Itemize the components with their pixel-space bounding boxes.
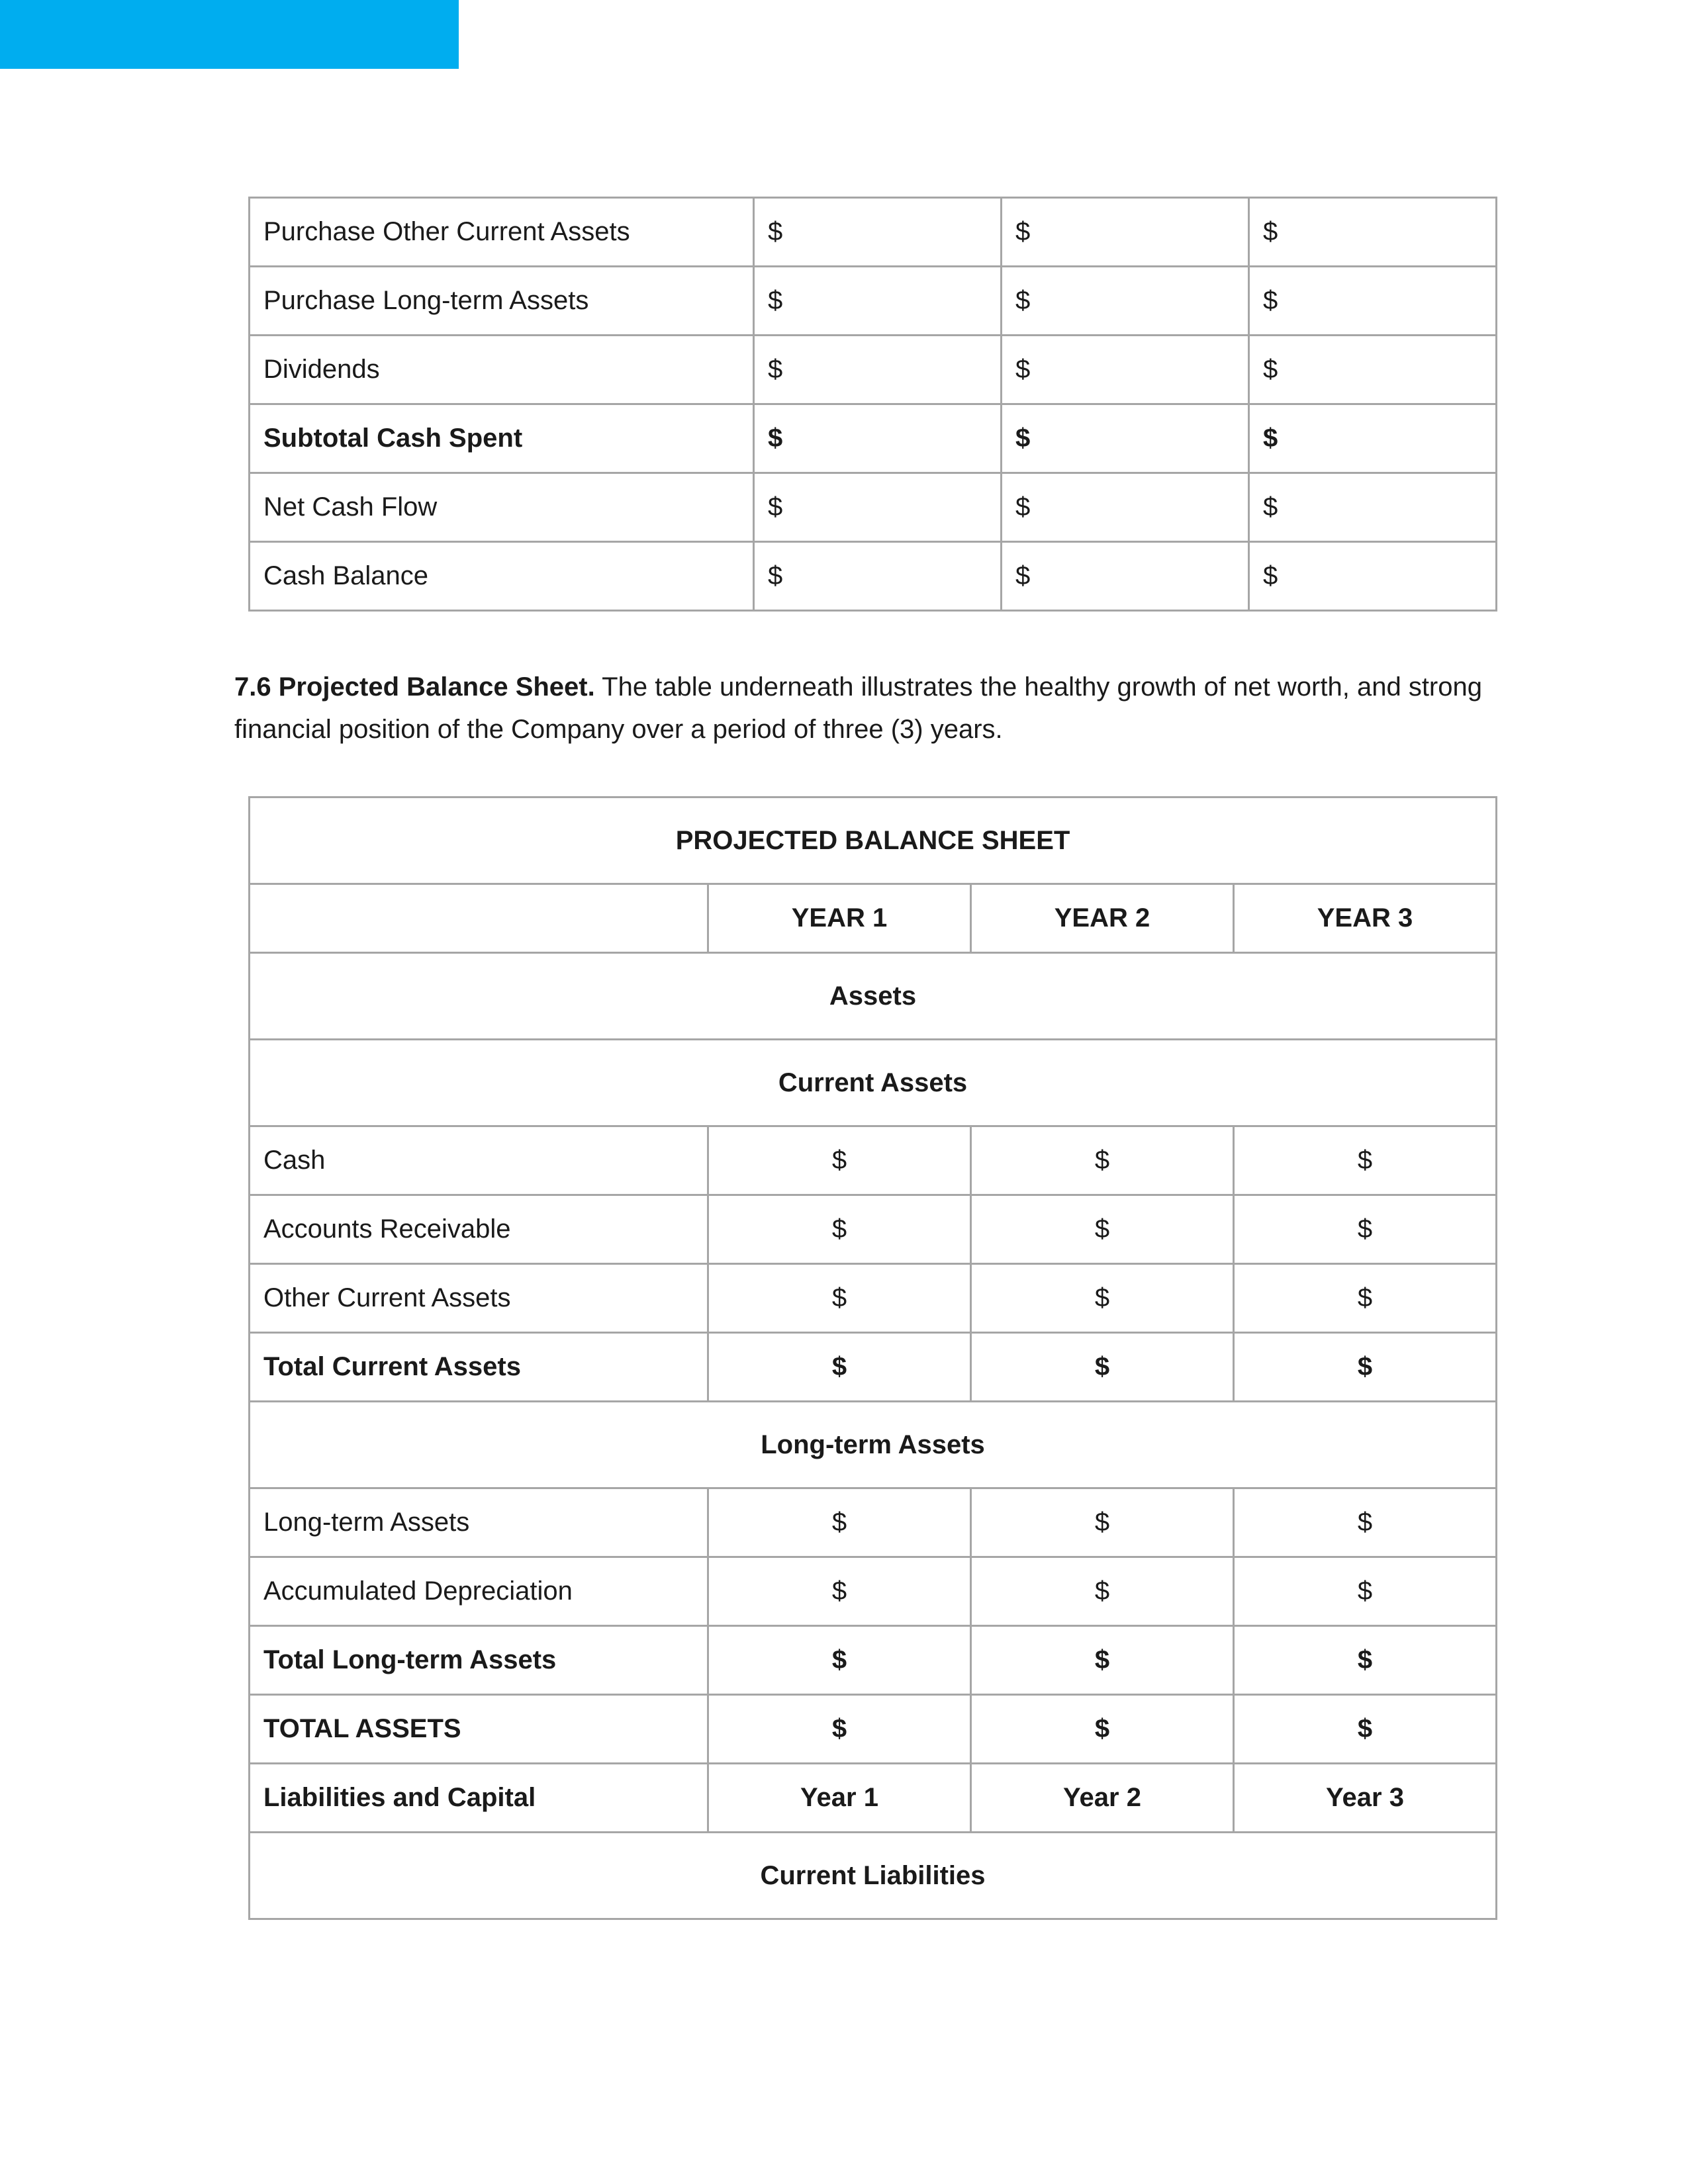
row-label: Long-term Assets [250,1488,708,1557]
row-label: Purchase Long-term Assets [250,267,754,336]
row-value: $ [754,198,1002,267]
year-header: YEAR 2 [971,884,1234,953]
table-row [250,1695,1497,1764]
row-label: Purchase Other Current Assets [250,198,754,267]
row-label: Total Long-term Assets [250,1626,708,1695]
table-row [250,1488,1497,1557]
row-label: Accounts Receivable [250,1195,708,1264]
row-label: Cash [250,1126,708,1195]
liabilities-header-label: Liabilities and Capital [250,1764,708,1833]
row-value: $ [1234,1695,1497,1764]
table-row [250,336,1497,404]
row-value: $ [708,1333,971,1402]
row-value: $ [1234,1626,1497,1695]
row-value: $ [1249,336,1497,404]
long-term-assets-heading: Long-term Assets [250,1402,1497,1488]
row-label: Total Current Assets [250,1333,708,1402]
row-label: Cash Balance [250,542,754,611]
table-row [250,1626,1497,1695]
row-value: $ [754,542,1002,611]
section-body: The table underneath illustrates the healthy growth of net worth, and strong financial position of the Company over a period of three (3) years. [234,672,1482,744]
row-value: $ [1249,404,1497,473]
row-value: $ [1234,1333,1497,1402]
row-label: Net Cash Flow [250,473,754,542]
table-row [250,1195,1497,1264]
table-row [250,1557,1497,1626]
liabilities-year-header: Year 3 [1234,1764,1497,1833]
current-liabilities-heading: Current Liabilities [250,1833,1497,1919]
row-value: $ [754,336,1002,404]
assets-heading: Assets [250,953,1497,1040]
row-label: Accumulated Depreciation [250,1557,708,1626]
liabilities-year-header: Year 1 [708,1764,971,1833]
balance-sheet-table [248,796,1497,1920]
row-value: $ [708,1695,971,1764]
row-value: $ [1234,1126,1497,1195]
row-value: $ [1249,542,1497,611]
row-value: $ [971,1488,1234,1557]
current-liabilities-heading-row [250,1833,1497,1919]
row-value: $ [1249,267,1497,336]
current-assets-heading: Current Assets [250,1040,1497,1126]
row-value: $ [971,1557,1234,1626]
row-value: $ [1002,404,1249,473]
year-header: YEAR 1 [708,884,971,953]
table-row [250,1264,1497,1333]
table-row [250,1333,1497,1402]
liabilities-header-row [250,1764,1497,1833]
row-value: $ [971,1626,1234,1695]
table-row [250,473,1497,542]
balance-sheet-title: PROJECTED BALANCE SHEET [250,797,1497,884]
section-heading: 7.6 Projected Balance Sheet. [234,672,595,702]
table-row [250,542,1497,611]
row-value: $ [708,1264,971,1333]
row-value: $ [1234,1488,1497,1557]
row-value: $ [1249,473,1497,542]
row-value: $ [1249,198,1497,267]
row-value: $ [1002,473,1249,542]
row-value: $ [754,404,1002,473]
balance-sheet-title-row [250,797,1497,884]
row-value: $ [754,473,1002,542]
year-header: YEAR 3 [1234,884,1497,953]
row-label: Subtotal Cash Spent [250,404,754,473]
row-value: $ [1234,1195,1497,1264]
row-value: $ [971,1264,1234,1333]
row-value: $ [971,1126,1234,1195]
table-row [250,198,1497,267]
table-row [250,404,1497,473]
row-label: Dividends [250,336,754,404]
current-assets-heading-row [250,1040,1497,1126]
row-value: $ [1002,267,1249,336]
table-row [250,267,1497,336]
row-value: $ [708,1626,971,1695]
row-value: $ [708,1195,971,1264]
liabilities-year-header: Year 2 [971,1764,1234,1833]
row-label: TOTAL ASSETS [250,1695,708,1764]
year-header-blank [250,884,708,953]
row-value: $ [1002,542,1249,611]
year-header-row [250,884,1497,953]
assets-heading-row [250,953,1497,1040]
header-accent-bar [0,0,459,69]
row-value: $ [1234,1557,1497,1626]
row-value: $ [708,1126,971,1195]
row-value: $ [708,1557,971,1626]
table-row [250,1126,1497,1195]
row-value: $ [971,1333,1234,1402]
row-value: $ [1234,1264,1497,1333]
section-paragraph [234,666,1482,751]
cash-flow-table [248,197,1497,612]
row-value: $ [971,1195,1234,1264]
row-value: $ [754,267,1002,336]
row-value: $ [708,1488,971,1557]
row-value: $ [1002,198,1249,267]
long-term-assets-heading-row [250,1402,1497,1488]
row-value: $ [1002,336,1249,404]
row-value: $ [971,1695,1234,1764]
row-label: Other Current Assets [250,1264,708,1333]
